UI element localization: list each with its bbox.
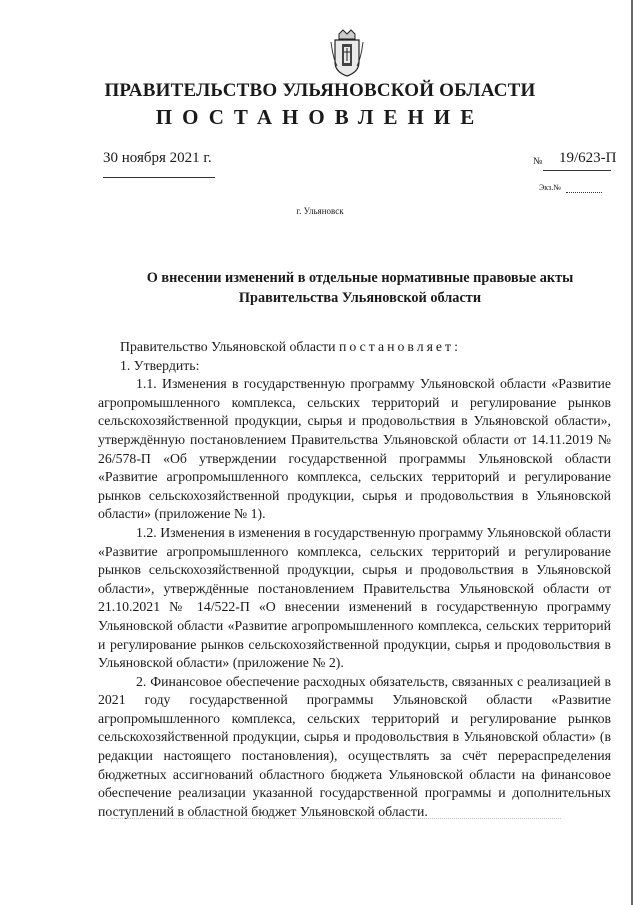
paragraph-1-1: 1.1. Изменения в государственную программу Ульяновской области «Развитие агропромышленного комплекса, сельских территорий и регулирование рынков сельскохозяйственной продукции, сырья и продовольствия в Ульяновской области», утверждённую постановлением Правительства Ульяновской области от 14.11.2019 № 26/578-П «Об утверждении государственной программы Ульяновской области «Развитие агропромышленного комплекса, сельских территорий и регулирование рынков сельскохозяйственной продукции, сырья и продовольствия в Ульяновской области» (приложение № 1). bbox=[98, 376, 611, 522]
paragraph-2: 2. Финансовое обеспечение расходных обязательств, связанных с реализацией в 2021 году государственной программы Ульяновской области «Развитие агропромышленного комплекса, сельских территорий и регулирование рынков сельскохозяйственной продукции, сырья и продовольствия в Ульяновской области» (в редакции настоящего постановления), осуществлять за счёт перераспределения бюджетных ассигнований областного бюджета Ульяновской области на финансовое обеспечение реализации указанной государственной программы и дополнительных поступлений в областной бюджет Ульяновской области. bbox=[98, 673, 611, 819]
copy-number-line bbox=[566, 192, 602, 193]
city: г. Ульяновск bbox=[296, 206, 344, 216]
document-number: 19/623-П bbox=[559, 150, 617, 166]
preamble-subject: Правительство Ульяновской области bbox=[120, 339, 336, 354]
copy-number-label: Экз.№ bbox=[539, 183, 561, 192]
date-underline bbox=[103, 177, 215, 178]
preamble-verb: постановляет bbox=[339, 339, 455, 354]
page-bottom-mark bbox=[111, 818, 561, 825]
document-subject bbox=[120, 268, 600, 308]
paragraph-1-2: 1.2. Изменения в изменения в государственную программу Ульяновской области «Развитие агропромышленного комплекса, сельских территорий и регулирование рынков сельскохозяйственной продукции, сырья и продовольствия в Ульяновской области», утверждённые постановлением Правительства Ульяновской области от 21.10.2021 № 14/522-П «О внесении изменений в государственную программу Ульяновской области «Развитие агропромышленного комплекса, сельских территорий и регулирование рынков сельскохозяйственной продукции, сырья и продовольствия в Ульяновской области» (приложение № 2). bbox=[98, 524, 611, 671]
coat-of-arms-icon bbox=[329, 28, 365, 78]
paragraph-1: 1. Утвердить: bbox=[120, 357, 200, 373]
number-sign: № bbox=[533, 156, 543, 167]
subject-line-2: Правительства Ульяновской области bbox=[238, 290, 482, 306]
government-title: ПРАВИТЕЛЬСТВО УЛЬЯНОВСКОЙ ОБЛАСТИ bbox=[104, 80, 536, 101]
document-type: ПОСТАНОВЛЕНИЕ bbox=[155, 105, 485, 129]
page-edge bbox=[631, 0, 633, 905]
number-underline bbox=[543, 170, 611, 171]
document-date: 30 ноября 2021 г. bbox=[103, 150, 212, 166]
preamble-colon: : bbox=[454, 339, 458, 354]
document-body bbox=[98, 338, 611, 821]
subject-line-1: О внесении изменений в отдельные нормативные правовые акты bbox=[146, 270, 574, 286]
preamble bbox=[98, 338, 611, 357]
